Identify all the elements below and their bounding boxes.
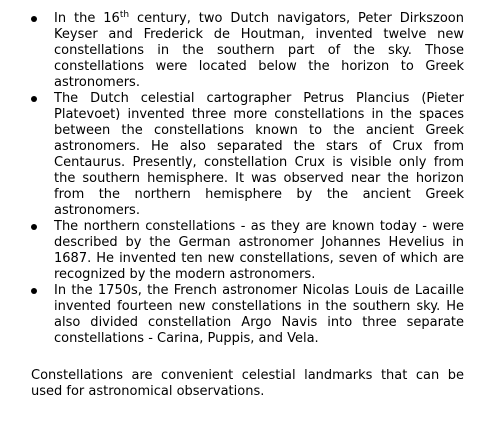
list-item-text: century, two Dutch navigators, Peter Dirkszoon Keyser and Frederick de Houtman, invented twelve new constellations in the southern part of the sky. Those constellations were located below the horizon to Greek astronomers. — [54, 11, 465, 90]
list-item — [0, 283, 496, 347]
bullet-icon — [31, 96, 37, 102]
ordinal-superscript: th — [119, 10, 130, 20]
bullet-icon — [31, 288, 37, 294]
list-item-text: The northern constellations - as they are known today - were described by the German astronomer Johannes Hevelius in 1687. He invented ten new constellations, seven of which are recognized by the modern astronomers. — [54, 219, 464, 282]
list-item-text: The Dutch celestial cartographer Petrus Plancius (Pieter Platevoet) invented three more constellations in the spaces between the constellations known to the ancient Greek astronomers. He also separated the stars of Crux from Centaurus. Presently, constellation Crux is visible only from the southern hemisphere. It was observed near the horizon from the northern hemisphere by the ancient Greek astronomers. — [54, 91, 464, 218]
bullet-icon — [31, 16, 37, 22]
constellation-history-list — [0, 11, 496, 347]
list-item-text: In the 1750s, the French astronomer Nicolas Louis de Lacaille invented fourteen new constellations in the southern sky. He also divided constellation Argo Navis into three separate constellations - Carina, Puppis, and Vela. — [54, 283, 464, 346]
list-item — [0, 219, 496, 283]
closing-paragraph: Constellations are convenient celestial landmarks that can be used for astronomical observations. — [31, 368, 464, 399]
list-item — [0, 91, 496, 219]
list-item — [0, 11, 496, 91]
bullet-icon — [31, 224, 37, 230]
list-item-text-prefix: In the 16 — [54, 11, 120, 26]
